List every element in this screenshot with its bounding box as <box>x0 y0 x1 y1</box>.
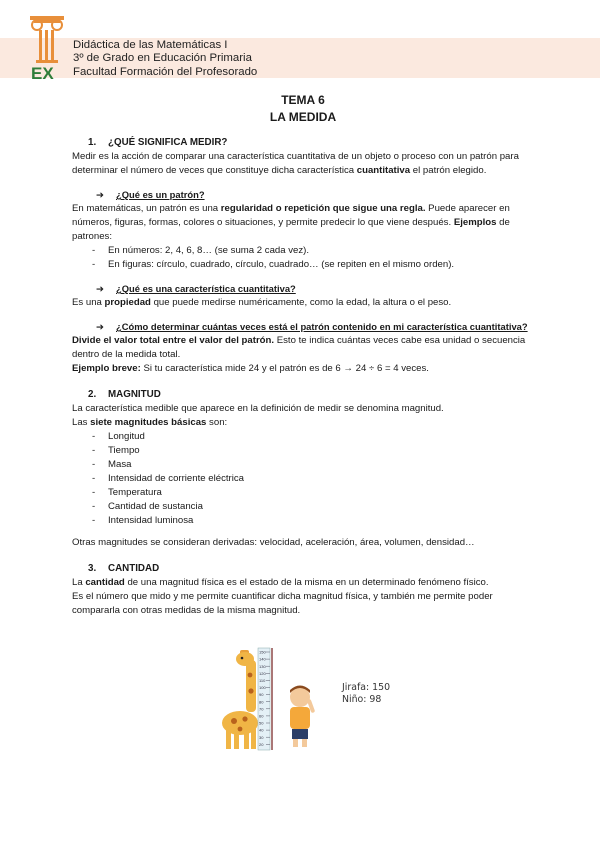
ruler-tick-label: 150 <box>259 649 266 655</box>
header-course: Didáctica de las Matemáticas I <box>73 39 228 51</box>
ruler-tick-label: 140 <box>259 656 266 662</box>
giraffe-height-label: Jirafa: 150 <box>342 682 391 693</box>
section-3-title: 3. CANTIDAD <box>88 563 160 574</box>
arrow-icon: ➔ <box>96 189 104 200</box>
section-3-paragraph: La cantidad de una magnitud física es el estado de la misma en un determinado fenómeno físico. <box>72 577 489 588</box>
title-main: TEMA 6 <box>281 93 325 107</box>
section-2-intro: Las siete magnitudes básicas son: <box>72 417 228 428</box>
list-item: - En figuras: círculo, cuadrado, círculo, cuadrado… (se repiten en el mismo orden). <box>92 258 532 272</box>
section-2-paragraph: La característica medible que aparece en la definición de medir se denomina magnitud. <box>72 403 444 414</box>
example-paragraph: Ejemplo breve: Si tu característica mide 24 y el patrón es de 6 → 24 ÷ 6 = 4 veces. <box>72 363 429 374</box>
arrow-icon: ➔ <box>96 283 104 294</box>
header-text <box>73 39 257 79</box>
magnitudes-list <box>72 430 532 528</box>
list-item: - Intensidad de corriente eléctrica <box>92 472 532 486</box>
section-1-title: 1. ¿QUÉ SIGNIFICA MEDIR? <box>88 137 228 148</box>
figure-labels <box>342 682 390 706</box>
subsection-patron-paragraph: En matemáticas, un patrón es una regularidad o repetición que sigue una regla. Puede aparecer en números, figuras, formas, colores o situaciones, y permite predecir lo que viene después. Ejemplos de patrones: <box>72 203 510 242</box>
subsection-determinar-title: ➔ ¿Cómo determinar cuántas veces está el patrón contenido en mi característica cuantitativa? <box>96 321 528 332</box>
header-faculty: Facultad Formación del Profesorado <box>73 65 258 78</box>
list-item: - Temperatura <box>92 486 532 500</box>
list-item: - Cantidad de sustancia <box>92 500 532 514</box>
ruler-tick-label: 40 <box>259 727 264 733</box>
section-2-title: 2. MAGNITUD <box>88 389 161 400</box>
height-ruler <box>258 648 273 750</box>
ruler-tick-label: 100 <box>259 685 266 691</box>
list-item: - Tiempo <box>92 444 532 458</box>
ruler-tick-label: 130 <box>259 663 266 669</box>
document-body <box>72 92 532 618</box>
boy-height-label: Niño: 98 <box>342 694 382 705</box>
ruler-tick-label: 20 <box>259 741 264 747</box>
subsection-cuantitativa-title: ➔ ¿Qué es una característica cuantitativa? <box>96 283 296 294</box>
giraffe-image <box>222 650 258 749</box>
subsection-determinar-paragraph: Divide el valor total entre el valor del patrón. Esto te indica cuántas veces cabe esa unidad o secuencia dentro de la medida total. <box>72 335 526 360</box>
ruler-tick-label: 80 <box>259 699 264 705</box>
header-degree: 3º de Grado en Educación Primaria <box>73 52 252 65</box>
title-sub: LA MEDIDA <box>269 110 337 124</box>
ruler-tick-label: 90 <box>259 692 264 698</box>
list-item: - Longitud <box>92 430 532 444</box>
ruler-tick-label: 60 <box>259 713 264 719</box>
subsection-cuantitativa-paragraph: Es una propiedad que puede medirse numéricamente, como la edad, la altura o el peso. <box>72 297 452 308</box>
list-item: - Intensidad luminosa <box>92 514 532 528</box>
ruler-tick-label: 50 <box>259 720 264 726</box>
list-item: - En números: 2, 4, 6, 8… (se suma 2 cada vez). <box>92 244 532 258</box>
arrow-icon: ➔ <box>96 321 104 332</box>
ruler-tick-label: 30 <box>259 734 264 740</box>
section-3-paragraph-2: Es el número que mido y me permite cuantificar dicha magnitud física, y también me permite poder compararla con otras medidas de la misma magnitud. <box>72 591 493 616</box>
university-logo <box>30 16 66 82</box>
ruler-tick-label: 120 <box>259 670 266 676</box>
subsection-patron-title: ➔ ¿Qué es un patrón? <box>96 189 205 200</box>
ruler-tick-label: 110 <box>259 678 266 683</box>
pattern-examples-list <box>72 244 532 272</box>
document-title <box>72 92 532 126</box>
svg-text:EX: EX <box>31 64 54 82</box>
list-item: - Masa <box>92 458 532 472</box>
section-1-paragraph: Medir es la acción de comparar una característica cuantitativa de un objeto o proceso con un patrón para determinar el número de veces que constituye dicha característica cuantitativa el patrón elegido. <box>72 151 519 176</box>
boy-image <box>290 686 315 748</box>
ruler-tick-label: 70 <box>259 706 264 712</box>
derived-magnitudes-paragraph: Otras magnitudes se consideran derivadas: velocidad, aceleración, área, volumen, densidad… <box>72 537 475 548</box>
